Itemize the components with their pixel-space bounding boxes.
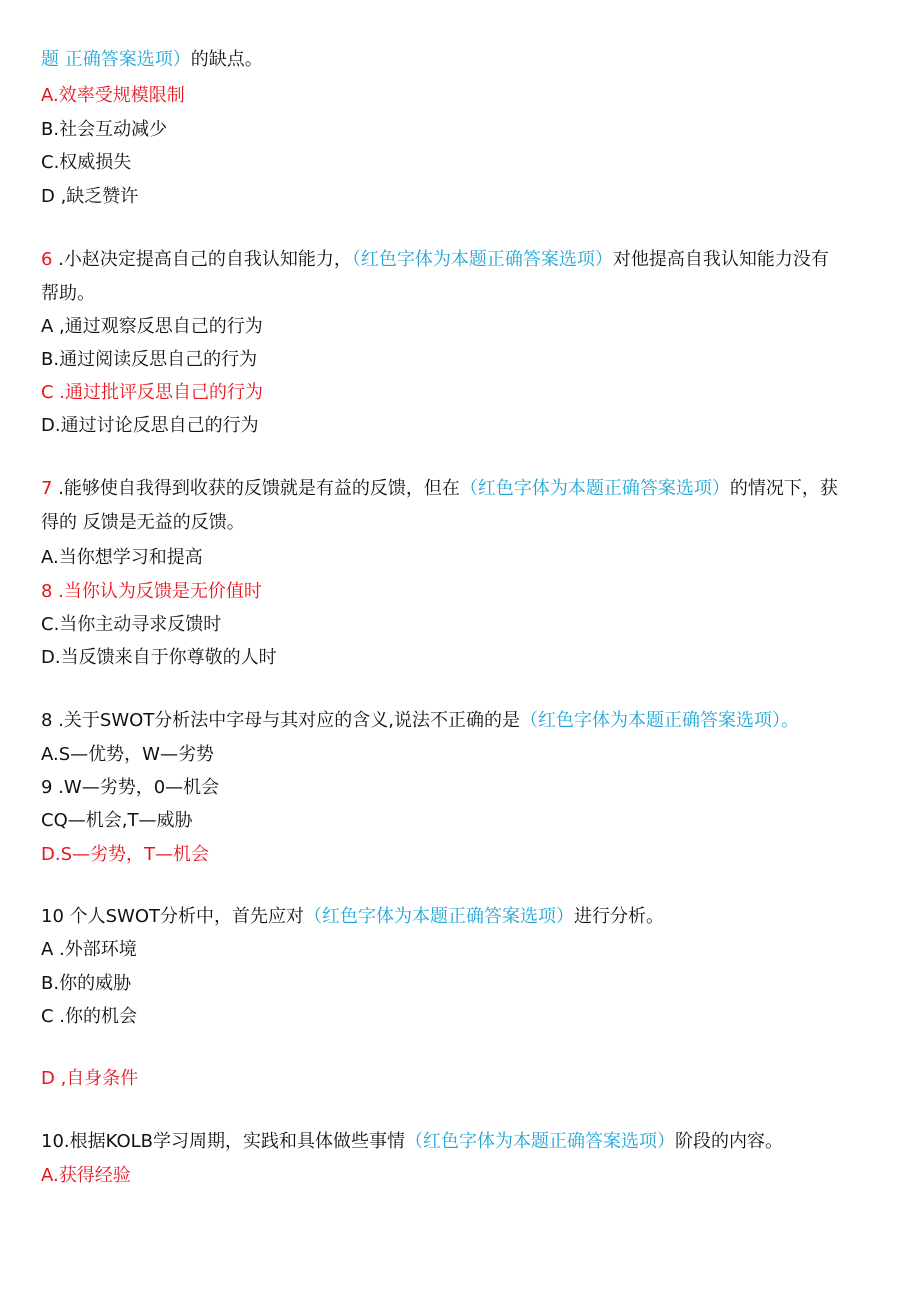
q6-stem-post: 对他提高自我认知能力没有 — [612, 249, 829, 270]
q7-stem-pre: .能够使自我得到收获的反馈就是有益的反馈，但在 — [52, 478, 460, 499]
q6-number: 6 — [41, 249, 53, 270]
q7-stem-cont: 得的 反馈是无益的反馈。 — [41, 512, 245, 533]
q6-stem-pre: .小赵决定提高自己的自我认知能力， — [52, 249, 352, 270]
q9-option-c: C .你的机会 — [41, 1006, 138, 1027]
q7-option-d: D.当反馈来自于你尊敬的人时 — [41, 647, 277, 668]
q9-option-d-correct: D ,自身条件 — [41, 1068, 139, 1089]
q10-stem — [41, 1130, 783, 1154]
q7-option-c: C.当你主动寻求反馈时 — [41, 614, 222, 635]
q5-stem-suffix: 的缺点。 — [190, 49, 263, 70]
q9-stem — [41, 905, 664, 929]
q8-option-a: A.S—优势，W—劣势 — [41, 744, 214, 765]
answer-hint: 题 正确答案选项） — [41, 49, 191, 70]
q7-stem — [41, 477, 838, 501]
answer-hint: （红色字体为本题正确答案选项） — [405, 1131, 675, 1152]
q7-option-b-correct: 8 .当你认为反馈是无价值时 — [41, 581, 262, 602]
q10-stem-post: 阶段的内容。 — [675, 1131, 783, 1152]
q6-option-c-correct: C .通过批评反思自己的行为 — [41, 382, 264, 403]
q6-stem — [41, 248, 829, 272]
answer-hint: （红色字体为本题正确答案选项） — [520, 710, 782, 731]
q6-option-a: A ,通过观察反思自己的行为 — [41, 316, 263, 337]
q5-option-c: C.权威损失 — [41, 152, 132, 173]
q7-option-a: A.当你想学习和提高 — [41, 547, 203, 568]
q5-option-d: D ,缺乏赞许 — [41, 186, 139, 207]
q5-stem-continuation — [41, 48, 263, 72]
q5-option-a-correct: A.效率受规模限制 — [41, 85, 185, 106]
answer-hint: （红色字体为本题正确答案选项） — [304, 906, 575, 927]
q6-option-b: B.通过阅读反思自己的行为 — [41, 349, 258, 370]
q9-stem-pre: 10 个人SWOT分析中，首先应对 — [41, 906, 305, 927]
q7-number: 7 — [41, 478, 53, 499]
q8-stem — [41, 709, 799, 733]
q8-option-d-correct: D.S—劣势，T—机会 — [41, 844, 210, 865]
answer-hint: （红色字体为本题正确答案选项） — [459, 478, 730, 499]
q10-stem-pre: 10.根据KOLB学习周期，实践和具体做些事情 — [41, 1131, 405, 1152]
q6-stem-cont: 帮助。 — [41, 283, 95, 304]
q7-stem-post: 的情况下，获 — [729, 478, 838, 499]
q8-stem-pre: 8 .关于SWOT分析法中字母与其对应的含义,说法不正确的是 — [41, 710, 521, 731]
q5-option-b: B.社会互动减少 — [41, 119, 168, 140]
answer-hint: （红色字体为本题正确答案选项） — [351, 249, 613, 270]
q9-stem-post: 进行分析。 — [574, 906, 665, 927]
q10-option-a-correct: A.获得经验 — [41, 1165, 131, 1186]
q8-option-c: CQ—机会,T—威胁 — [41, 810, 193, 831]
q9-option-a: A .外部环境 — [41, 939, 137, 960]
q8-option-b: 9 .W—劣势，0—机会 — [41, 777, 220, 798]
q9-option-b: B.你的威胁 — [41, 973, 132, 994]
q6-option-d: D.通过讨论反思自己的行为 — [41, 415, 259, 436]
q8-stem-post: 。 — [781, 710, 800, 731]
